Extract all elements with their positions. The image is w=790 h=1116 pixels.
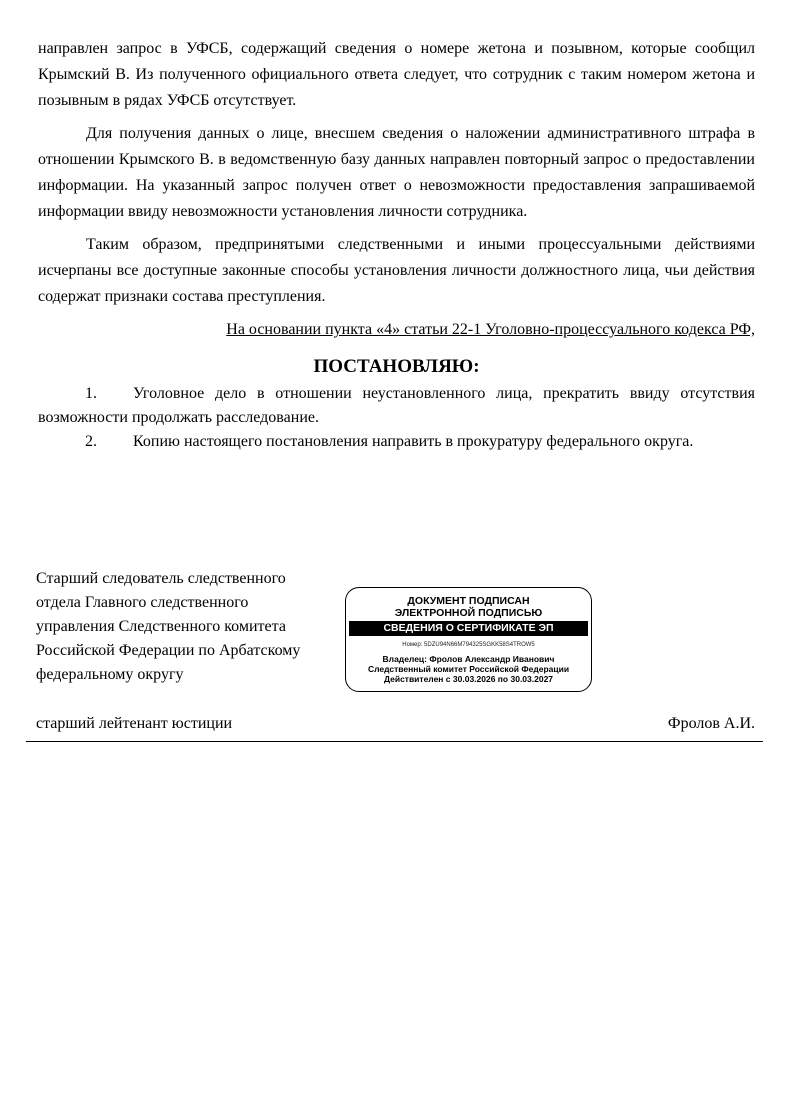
- resolution-title: ПОСТАНОВЛЯЮ:: [313, 356, 480, 377]
- signatory-rank: старший лейтенант юстиции: [36, 715, 233, 732]
- stamp-organization: Следственный комитет Российской Федерации: [367, 664, 570, 674]
- stamp-serial-number: Номер: 5DZU94N66M794325SGKK58S4TROW5: [402, 642, 535, 648]
- resolution-item-text: Копию настоящего постановления направить в прокуратуру федерального округа.: [133, 433, 694, 450]
- position-line: Старший следователь следственного: [36, 570, 286, 587]
- paragraph-request-ufsb: направлен запрос в УФСБ, содержащий сведения о номере жетона и позывном, которые сообщил Крымский В. Из полученного официального ответа следует, что сотрудник с таким номером жетона и позывным в рядах УФСБ отсутствует.: [38, 40, 755, 109]
- paragraph-conclusion: Таким образом, предпринятыми следственными и иными процессуальными действиями исчерпаны все доступные законные способы установления личности должностного лица, чьи действия содержат признаки состава преступления.: [38, 236, 755, 305]
- legal-basis: На основании пункта «4» статьи 22-1 Уголовно-процессуального кодекса РФ,: [226, 321, 755, 338]
- stamp-line-signed: ДОКУМЕНТ ПОДПИСАН: [407, 595, 530, 607]
- resolution-item-number: 2.: [85, 433, 97, 450]
- document-body: [38, 36, 755, 454]
- bottom-divider: [26, 741, 763, 742]
- stamp-owner: Владелец: Фролов Александр Иванович: [382, 654, 555, 664]
- signatory-name: Фролов А.И.: [667, 715, 755, 732]
- position-line: федеральному округу: [36, 666, 184, 683]
- resolution-item: [38, 430, 755, 454]
- paragraph-repeat-request: Для получения данных о лице, внесшем сведения о наложении административного штрафа в отношении Крымского В. в ведомственную базу данных направлен повторный запрос о предоставлении информации. На указанный запрос получен ответ о невозможности предоставления запрашиваемой информации ввиду невозможности установления личности сотрудника.: [38, 125, 755, 220]
- position-line: управления Следственного комитета: [36, 618, 286, 635]
- stamp-certificate-bar: СВЕДЕНИЯ О СЕРТИФИКАТЕ ЭП: [349, 621, 588, 636]
- resolution-item: [38, 382, 755, 430]
- signatory-position: [36, 567, 336, 687]
- resolution-item-number: 1.: [85, 385, 97, 402]
- resolution-item-text: Уголовное дело в отношении неустановленного лица, прекратить ввиду отсутствия возможности продолжать расследование.: [38, 385, 755, 426]
- stamp-validity: Действителен с 30.03.2026 по 30.03.2027: [383, 674, 554, 684]
- stamp-line-electronic: ЭЛЕКТРОННОЙ ПОДПИСЬЮ: [394, 607, 543, 619]
- position-line: Российской Федерации по Арбатскому: [36, 642, 301, 659]
- electronic-signature-stamp: [345, 587, 592, 692]
- position-line: отдела Главного следственного: [36, 594, 249, 611]
